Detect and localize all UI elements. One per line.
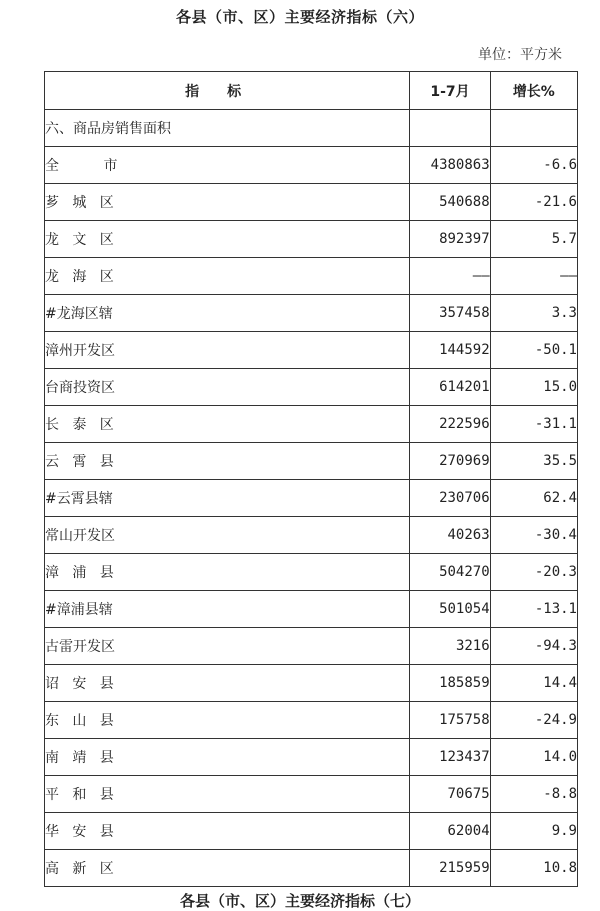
row-growth: -94.3 <box>490 628 577 665</box>
header-indicator: 指标 <box>45 72 410 110</box>
row-value: 270969 <box>410 443 490 480</box>
indicator-table <box>44 71 578 887</box>
table-title: 各县（市、区）主要经济指标（六） <box>175 8 424 26</box>
row-label: 六、商品房销售面积 <box>45 110 410 147</box>
table-row <box>45 147 578 184</box>
row-growth: 10.8 <box>490 850 577 887</box>
row-label: 漳 浦 县 <box>45 554 410 591</box>
row-growth: -13.1 <box>490 591 577 628</box>
row-label: 平 和 县 <box>45 776 410 813</box>
row-value: 501054 <box>410 591 490 628</box>
table-row <box>45 813 578 850</box>
row-growth: 15.0 <box>490 369 577 406</box>
next-table-title: 各县（市、区）主要经济指标（七） <box>179 892 420 910</box>
table-row <box>45 628 578 665</box>
row-label: 云 霄 县 <box>45 443 410 480</box>
header-row <box>45 72 578 110</box>
row-label: 常山开发区 <box>45 517 410 554</box>
row-growth: 5.7 <box>490 221 577 258</box>
row-value: 144592 <box>410 332 490 369</box>
row-value: 614201 <box>410 369 490 406</box>
table-row <box>45 332 578 369</box>
row-label: 东 山 县 <box>45 702 410 739</box>
row-label: 龙 文 区 <box>45 221 410 258</box>
row-growth: 9.9 <box>490 813 577 850</box>
unit-label: 单位：平方米 <box>478 47 562 63</box>
row-growth: -21.6 <box>490 184 577 221</box>
row-growth: -24.9 <box>490 702 577 739</box>
row-growth: -8.8 <box>490 776 577 813</box>
row-value: 175758 <box>410 702 490 739</box>
row-label: 芗 城 区 <box>45 184 410 221</box>
row-value: 70675 <box>410 776 490 813</box>
header-period: 1-7月 <box>410 72 490 110</box>
row-label: 诏 安 县 <box>45 665 410 702</box>
row-value: 357458 <box>410 295 490 332</box>
row-value: 215959 <box>410 850 490 887</box>
table-row <box>45 702 578 739</box>
row-growth: 35.5 <box>490 443 577 480</box>
row-label: #龙海区辖 <box>45 295 410 332</box>
row-value: 4380863 <box>410 147 490 184</box>
row-value: 185859 <box>410 665 490 702</box>
row-label: 漳州开发区 <box>45 332 410 369</box>
row-label: #漳浦县辖 <box>45 591 410 628</box>
row-value: 222596 <box>410 406 490 443</box>
row-value: 3216 <box>410 628 490 665</box>
row-growth: -31.1 <box>490 406 577 443</box>
table-row <box>45 739 578 776</box>
row-growth <box>490 110 577 147</box>
row-growth: 14.4 <box>490 665 577 702</box>
row-value <box>410 110 490 147</box>
row-label: 华 安 县 <box>45 813 410 850</box>
row-label: 高 新 区 <box>45 850 410 887</box>
row-value: 892397 <box>410 221 490 258</box>
table-row <box>45 295 578 332</box>
table-row <box>45 554 578 591</box>
row-value: —— <box>410 258 490 295</box>
table-row <box>45 110 578 147</box>
table-row <box>45 850 578 887</box>
table-row <box>45 369 578 406</box>
row-label: 龙 海 区 <box>45 258 410 295</box>
row-value: 504270 <box>410 554 490 591</box>
row-growth: -20.3 <box>490 554 577 591</box>
table-row <box>45 406 578 443</box>
table-row <box>45 776 578 813</box>
table-row <box>45 480 578 517</box>
row-value: 123437 <box>410 739 490 776</box>
table-row <box>45 221 578 258</box>
table-row <box>45 443 578 480</box>
row-label: 台商投资区 <box>45 369 410 406</box>
table-row <box>45 591 578 628</box>
header-growth: 增长% <box>490 72 577 110</box>
table-row <box>45 517 578 554</box>
row-growth: -30.4 <box>490 517 577 554</box>
row-growth: 3.3 <box>490 295 577 332</box>
table-row <box>45 665 578 702</box>
row-value: 62004 <box>410 813 490 850</box>
row-label: 古雷开发区 <box>45 628 410 665</box>
table-row <box>45 184 578 221</box>
row-growth: 14.0 <box>490 739 577 776</box>
table-row <box>45 258 578 295</box>
row-value: 540688 <box>410 184 490 221</box>
row-growth: -6.6 <box>490 147 577 184</box>
row-value: 230706 <box>410 480 490 517</box>
row-growth: -50.1 <box>490 332 577 369</box>
row-label: 长 泰 区 <box>45 406 410 443</box>
table-body <box>45 110 578 887</box>
row-label: 全 市 <box>45 147 410 184</box>
row-growth: —— <box>490 258 577 295</box>
row-growth: 62.4 <box>490 480 577 517</box>
row-label: 南 靖 县 <box>45 739 410 776</box>
row-label: #云霄县辖 <box>45 480 410 517</box>
row-value: 40263 <box>410 517 490 554</box>
